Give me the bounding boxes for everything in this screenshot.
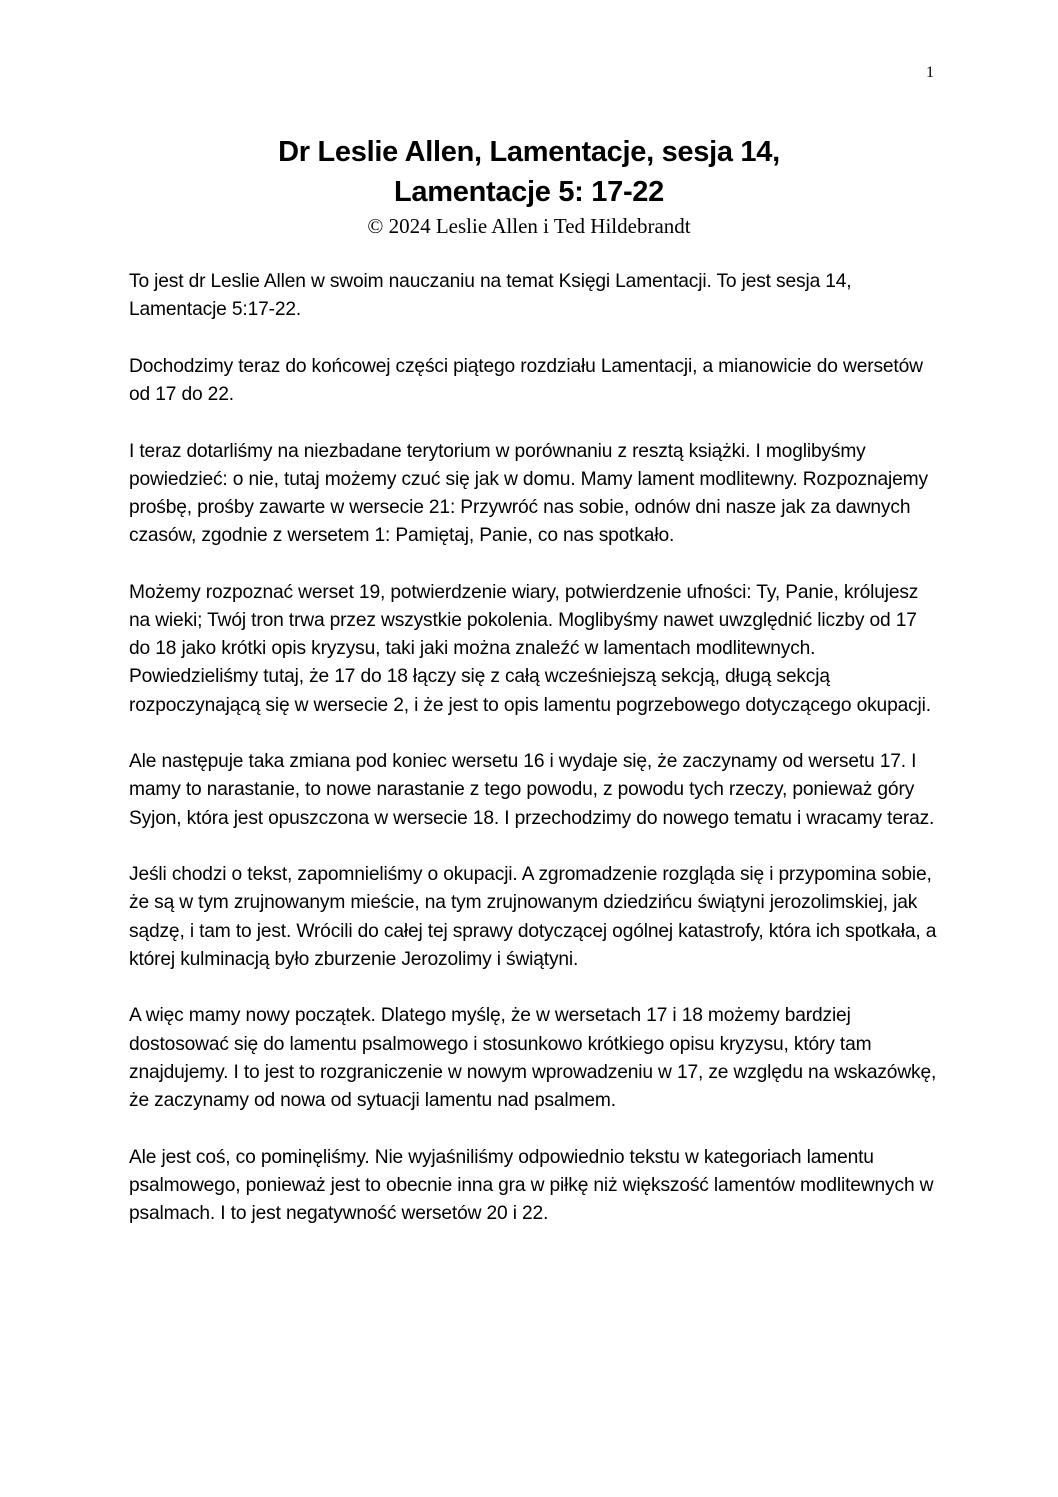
paragraph: Ale jest coś, co pominęliśmy. Nie wyjaśniliśmy odpowiednio tekstu w kategoriach lamentu psalmowego, ponieważ jest to obecnie inna gra w piłkę niż większość lamentów modlitewnych w psalmach. I to jest negatywność wersetów 20 i 22. [129, 1146, 934, 1225]
paragraph: Możemy rozpoznać werset 19, potwierdzenie wiary, potwierdzenie ufności: Ty, Panie, królujesz na wieki; Twój tron trwa przez wszystkie pokolenia. Moglibyśmy nawet uwzględnić liczby od 17 do 18 jako krótki opis kryzysu, taki jaki można znaleźć w lamentach modlitewnych. Powiedzieliśmy tutaj, że 17 do 18 łączy się z całą wcześniejszą sekcją, długą sekcją rozpoczynającą się w wersecie 2, i że jest to opis lamentu pogrzebowego dotyczącego okupacji. [129, 581, 931, 716]
document-header [0, 132, 1058, 240]
paragraph: Ale następuje taka zmiana pod koniec wersetu 16 i wydaje się, że zaczynamy od wersetu 17. I mamy to narastanie, to nowe narastanie z tego powodu, z powodu tych rzeczy, ponieważ góry Syjon, która jest opuszczona w wersecie 18. I przechodzimy do nowego tematu i wracamy teraz. [129, 751, 935, 829]
document-title-line-1: Dr Leslie Allen, Lamentacje, sesja 14, [278, 136, 780, 168]
paragraph: Dochodzimy teraz do końcowej części piątego rozdziału Lamentacji, a mianowicie do wersetów od 17 do 22. [129, 355, 923, 405]
paragraph: To jest dr Leslie Allen w swoim nauczaniu na temat Księgi Lamentacji. To jest sesja 14, Lamentacje 5:17-22. [129, 271, 852, 321]
page-number: 1 [926, 64, 934, 81]
paragraph: Jeśli chodzi o tekst, zapomnieliśmy o okupacji. A zgromadzenie rozgląda się i przypomina sobie, że są w tym zrujnowanym mieście, na tym zrujnowanym dziedzińcu świątyni jerozolimskiej, jak sądzę, i tam to jest. Wrócili do całej tej sprawy dotyczącej ogólnej katastrofy, która ich spotkała, a której kulminacją było zburzenie Jerozolimy i świątyni. [129, 864, 937, 970]
document-title-line-2: Lamentacje 5: 17-22 [394, 176, 664, 208]
copyright-notice: © 2024 Leslie Allen i Ted Hildebrandt [367, 214, 691, 238]
document-body [129, 268, 937, 1257]
paragraph: A więc mamy nowy początek. Dlatego myślę, że w wersetach 17 i 18 możemy bardziej dostosować się do lamentu psalmowego i stosunkowo krótkiego opisu kryzysu, który tam znajdujemy. I to jest to rozgraniczenie w nowym wprowadzeniu w 17, ze względu na wskazówkę, że zaczynamy od nowa od sytuacji lamentu nad psalmem. [129, 1005, 937, 1112]
paragraph: I teraz dotarliśmy na niezbadane terytorium w porównaniu z resztą książki. I moglibyśmy powiedzieć: o nie, tutaj możemy czuć się jak w domu. Mamy lament modlitewny. Rozpoznajemy prośbę, prośby zawarte w wersecie 21: Przywróć nas sobie, odnów dni nasze jak za dawnych czasów, zgodnie z wersetem 1: Pamiętaj, Panie, co nas spotkało. [129, 440, 928, 547]
